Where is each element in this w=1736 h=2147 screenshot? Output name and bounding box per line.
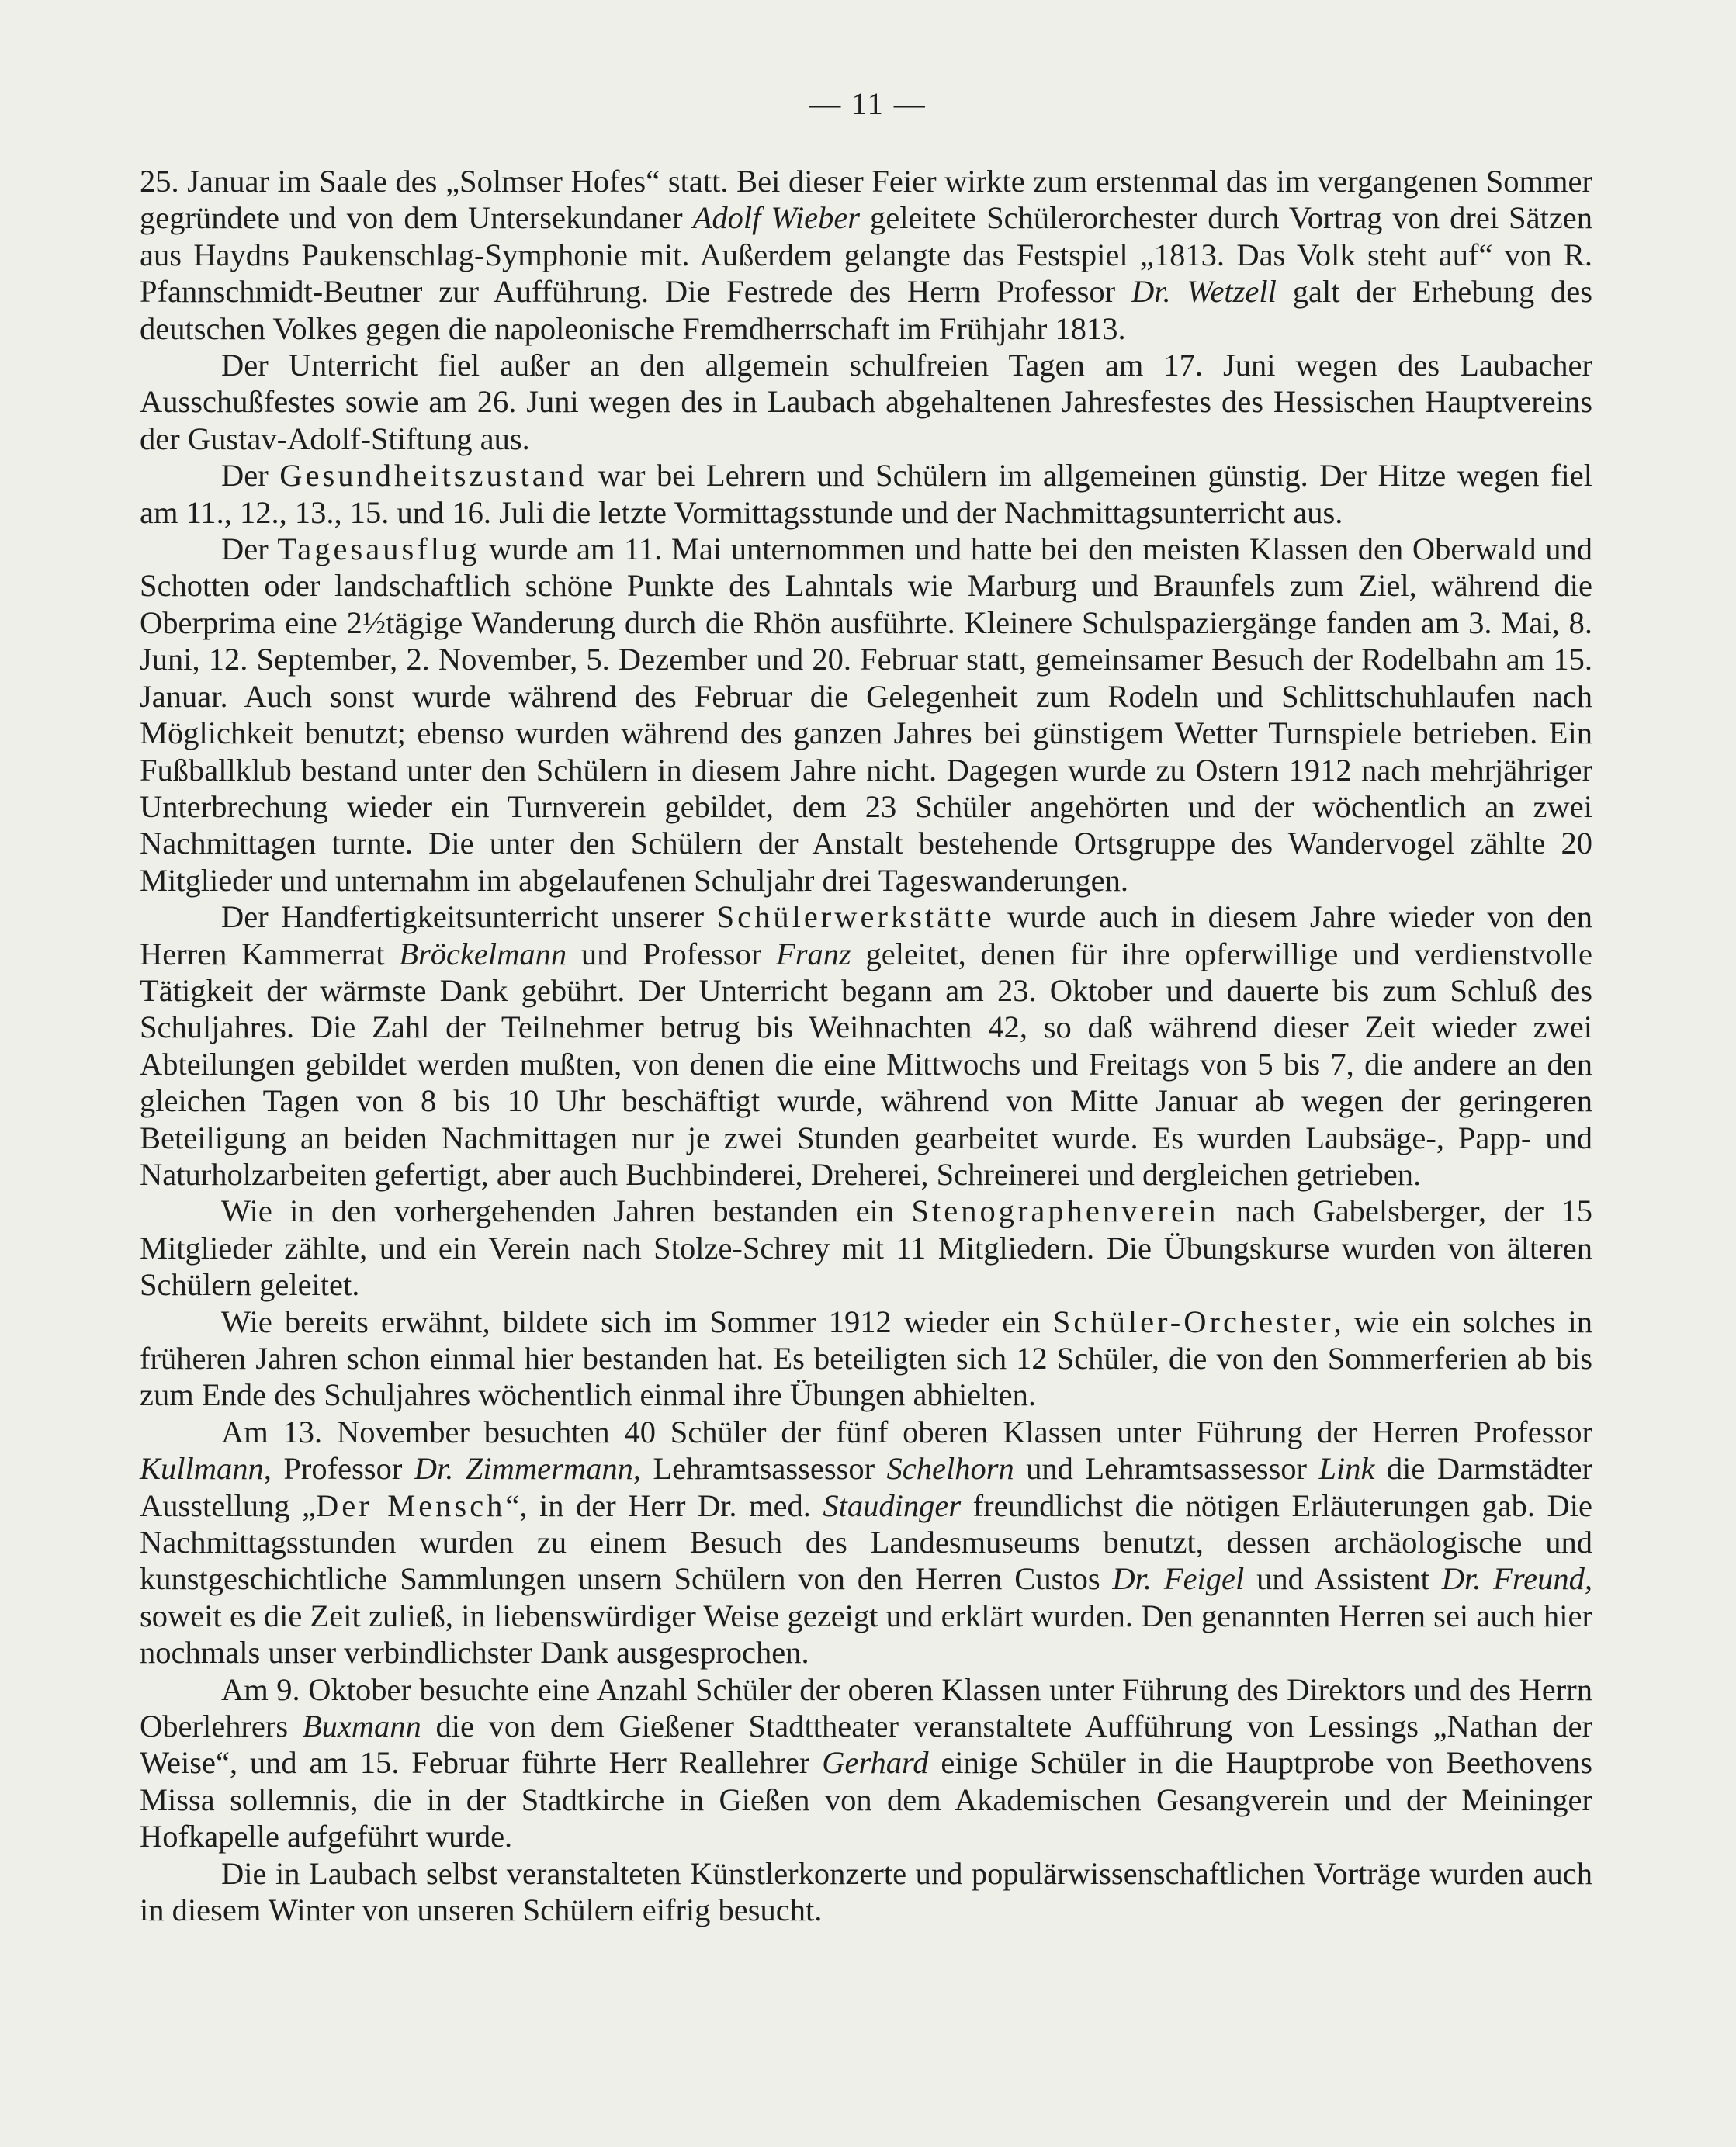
body-text bbox=[140, 163, 1592, 1929]
text-run: Der Handfertigkeitsunterricht unserer bbox=[221, 899, 717, 935]
italic-name: Buxmann bbox=[302, 1709, 421, 1744]
text-run: und Professor bbox=[567, 936, 777, 971]
text-run: Der bbox=[221, 458, 280, 493]
text-run: galt der Erhebung des deutschen Volkes gegen die napoleonische Fremdherrschaft im Frühjahr 1813. bbox=[140, 274, 1592, 346]
text-run: , Lehramtsassessor bbox=[632, 1451, 887, 1487]
paragraph bbox=[140, 1304, 1592, 1414]
italic-name: Adolf Wieber bbox=[692, 200, 861, 236]
text-run: nach Gabelsberger, der 15 Mitglieder zählte, und ein Verein nach Stolze-Schrey mit 11 Mitgliedern. Die Übungskurse wurden von älteren Schülern geleitet. bbox=[140, 1193, 1592, 1303]
text-run: wurde auch in diesem Jahre wieder von den Herren Kammerrat bbox=[140, 899, 1593, 971]
text-run: und Assistent bbox=[1244, 1561, 1442, 1597]
paragraph bbox=[140, 531, 1592, 899]
text-run: wurde am 11. Mai unternommen und hatte bei den meisten Klassen den Oberwald und Schotten oder landschaftlich schöne Punkte des Lahntals wie Marburg und Braunfels zum Ziel, während die Oberprima eine 2½tägige Wanderung durch die Rhön ausführte. Kleinere Schulspaziergänge fanden am 3. Mai, 8. Juni, 12. September, 2. November, 5. Dezember und 20. Februar statt, gemeinsamer Besuch der Rodelbahn am 15. Januar. Auch sonst wurde während des Februar die Gelegenheit zum Rodeln und Schlittschuhlaufen nach Möglichkeit benutzt; ebenso wurden während des ganzen Jahres bei günstigem Wetter Turnspiele betrieben. Ein Fußballklub bestand unter den Schülern in diesem Jahre nicht. Dagegen wurde zu Ostern 1912 nach mehrjähriger Unterbrechung wieder ein Turnverein gebildet, dem 23 Schüler angehörten und der wöchentlich an zwei Nachmittagen turnte. Die unter den Schülern der Anstalt bestehende Ortsgruppe des Wandervogel zählte 20 Mitglieder und unternahm im abgelaufenen Schuljahr drei Tageswanderungen. bbox=[140, 532, 1592, 898]
spaced-term: Schüler-Orchester bbox=[1052, 1304, 1334, 1339]
text-run: freundlichst die nötigen Erläuterungen gab. Die Nachmittagsstunden wurden zu einem Besuch des Landesmuseums benutzt, dessen archäologische und kunstgeschichtliche Sammlungen unsern Schülern von den Herren Custos bbox=[140, 1487, 1593, 1597]
text-run: Am 9. Oktober besuchte eine Anzahl Schüler der oberen Klassen unter Führung des Direktors und des Herrn Oberlehrers bbox=[140, 1671, 1592, 1744]
text-run: Wie bereits erwähnt, bildete sich im Sommer 1912 wieder ein bbox=[221, 1304, 1053, 1339]
italic-name: Dr. Wetzell bbox=[1131, 274, 1277, 310]
spaced-term: Gesundheitszustand bbox=[279, 458, 587, 493]
paragraph bbox=[140, 457, 1592, 531]
spaced-term: Der Mensch bbox=[315, 1487, 506, 1523]
text-run: und Lehramtsassessor bbox=[1014, 1451, 1319, 1487]
page-number: — 11 — bbox=[809, 86, 927, 121]
italic-name: Gerhard bbox=[822, 1745, 929, 1781]
text-run: Die in Laubach selbst veranstalteten Künstlerkonzerte und populärwissenschaftlichen Vorträge wurden auch in diesem Winter von unseren Schülern eifrig besucht. bbox=[140, 1855, 1592, 1928]
italic-name: Dr. Feigel bbox=[1112, 1561, 1245, 1597]
italic-name: Dr. Freund, bbox=[1441, 1561, 1592, 1597]
spaced-term: Schülerwerkstätte bbox=[716, 899, 995, 935]
italic-name: Schelhorn bbox=[886, 1451, 1014, 1487]
text-run: 25. Januar im Saale des „Solmser Hofes“ statt. Bei dieser Feier wirkte zum erstenmal das im vergangenen Sommer gegründete und von dem Untersekundaner bbox=[140, 164, 1592, 236]
text-run: Wie in den vorhergehenden Jahren bestanden ein bbox=[221, 1193, 912, 1229]
text-run: die Darmstädter Ausstellung „ bbox=[140, 1451, 1592, 1523]
paragraph bbox=[140, 163, 1592, 347]
italic-name: Dr. Zimmermann bbox=[414, 1451, 633, 1487]
italic-name: Staudinger bbox=[823, 1487, 962, 1523]
italic-name: Franz bbox=[776, 936, 851, 971]
text-run: die von dem Gießener Stadttheater veranstaltete Aufführung von Lessings „Nathan der Weise“, und am 15. Februar führte Herr Reallehrer bbox=[140, 1709, 1592, 1781]
paragraph bbox=[140, 1671, 1592, 1855]
text-run: , wie ein solches in früheren Jahren schon einmal hier bestanden hat. Es beteiligten sich 12 Schüler, die von den Sommerferien ab bis zum Ende des Schuljahres wöchentlich einmal ihre Übungen abhielten. bbox=[140, 1304, 1592, 1413]
paragraph bbox=[140, 1414, 1592, 1671]
text-run: Der bbox=[221, 532, 278, 567]
text-run: geleitete Schülerorchester durch Vortrag von drei Sätzen aus Haydns Paukenschlag-Symphonie mit. Außerdem gelangte das Festspiel „1813. Das Volk steht auf“ von R. Pfannschmidt-Beutner zur Aufführung. Die Festrede des Herrn Professor bbox=[140, 200, 1592, 310]
text-run: Der Unterricht fiel außer an den allgemein schulfreien Tagen am 17. Juni wegen des Laubacher Ausschußfestes sowie am 26. Juni wegen des in Laubach abgehaltenen Jahresfestes des Hessischen Hauptvereins der Gustav-Adolf-Stiftung aus. bbox=[140, 348, 1592, 456]
text-run: war bei Lehrern und Schülern im allgemeinen günstig. Der Hitze wegen fiel am 11., 12., 13., 15. und 16. Juli die letzte Vormittagsstunde und der Nachmittagsunterricht aus. bbox=[140, 458, 1592, 530]
text-run: , Professor bbox=[263, 1451, 414, 1487]
text-run: geleitet, denen für ihre opferwillige und verdienstvolle Tätigkeit der wärmste Dank gebührt. Der Unterricht begann am 23. Oktober und dauerte bis zum Schluß des Schuljahres. Die Zahl der Teilnehmer betrug bis Weihnachten 42, so daß während dieser Zeit wieder zwei Abteilungen gebildet werden mußten, von denen die eine Mittwochs und Freitags von 5 bis 7, die andere an den gleichen Tagen von 8 bis 10 Uhr beschäftigt wurde, während von Mitte Januar ab wegen der geringeren Beteiligung an beiden Nachmittagen nur je zwei Stunden gearbeitet wurde. Es wurden Laubsäge-, Papp- und Naturholzarbeiten gefertigt, aber auch Buchbinderei, Dreherei, Schreinerei und dergleichen getrieben. bbox=[140, 936, 1592, 1192]
italic-name: Kullmann bbox=[140, 1451, 264, 1487]
spaced-term: Tagesausflug bbox=[277, 532, 480, 567]
paragraph bbox=[140, 347, 1592, 457]
italic-name: Link bbox=[1318, 1451, 1375, 1487]
text-run: einige Schüler in die Hauptprobe von Beethovens Missa sollemnis, die in der Stadtkirche in Gießen von dem Akademischen Gesangverein und der Meininger Hofkapelle aufgeführt wurde. bbox=[140, 1745, 1592, 1854]
text-run: soweit es die Zeit zuließ, in liebenswürdiger Weise gezeigt und erklärt wurden. Den genannten Herren sei auch hier nochmals unser verbindlichster Dank ausgesprochen. bbox=[140, 1598, 1592, 1671]
paragraph bbox=[140, 1193, 1592, 1303]
paragraph bbox=[140, 899, 1592, 1193]
spaced-term: Stenographenverein bbox=[911, 1193, 1219, 1229]
paragraph bbox=[140, 1855, 1592, 1929]
text-run: Am 13. November besuchten 40 Schüler der fünf oberen Klassen unter Führung der Herren Professor bbox=[221, 1414, 1592, 1449]
text-run: “, in der Herr Dr. med. bbox=[505, 1487, 823, 1523]
italic-name: Bröckelmann bbox=[399, 936, 567, 971]
